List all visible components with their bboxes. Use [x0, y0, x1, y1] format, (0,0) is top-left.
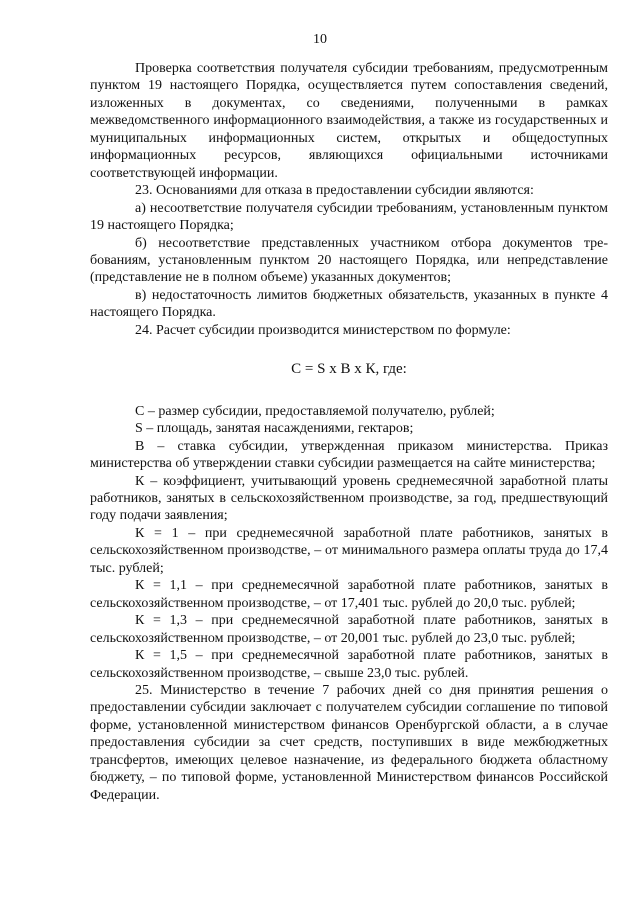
- paragraph-23-b: б) несоответствие представленных участником отбора документов требованиям, установленным пунктом 20 настоящего Порядка, или непредставление (представление не в полном объеме) указанных документов;: [90, 235, 608, 286]
- paragraph-verification: Проверка соответствия получателя субсидии требованиям, предусмотренным пунктом 19 настоящего Порядка, осуществляется путем сопоставления сведений, изложенных в документах, со сведениями, полученными в рамках межведомственного информационного взаимодействия, а также из государственных и муниципальных информационных систем, открытых и общедоступных информационных ресурсов, являющихся официальными источниками соответствующей информации.: [90, 61, 608, 181]
- paragraph-23-v: в) недостаточность лимитов бюджетных обязательств, указанных в пункте 4 настоящего Порядка.: [90, 287, 608, 321]
- coefficient-1: К = 1 – при среднемесячной заработной плате работников, занятых в сельскохозяйственном производстве, – от минимального размера оплаты труда до 17,4 тыс. рублей;: [90, 525, 608, 576]
- paragraph-25: 25. Министерство в течение 7 рабочих дней со дня принятия решения о предоставлении субсидии заключает с получателем субсидии соглашение по типовой форме, установленной министерством финансов Оренбургской области, а в случае предоставления субсидии за счет средств, поступивших в виде межбюджетных трансфертов, имеющих целевое назначение, из федерального бюджета областному бюджету, – по типовой форме, установленной Министерством финансов Российской Федерации.: [90, 682, 608, 803]
- coefficient-1-1: К = 1,1 – при среднемесячной заработной плате работников, занятых в сельскохозяйственном производстве, – от 17,401 тыс. рублей до 20,0 тыс. рублей;: [90, 578, 608, 611]
- paragraph-23-a: а) несоответствие получателя субсидии требованиям, установленным пунктом 19 настоящего Порядка;: [90, 200, 608, 234]
- definition-v: В – ставка субсидии, утвержденная приказом министерства. Приказ министерства об утверждении ставки субсидии размещается на сайте министерства;: [90, 438, 608, 472]
- definition-s: S – площадь, занятая насаждениями, гектаров;: [135, 421, 414, 437]
- subsidy-formula: С = S x В x К, где:: [291, 361, 407, 378]
- definition-c: С – размер субсидии, предоставляемой получателю, рублей;: [135, 403, 495, 419]
- coefficient-1-5: К = 1,5 – при среднемесячной заработной плате работников, занятых в сельскохозяйственном производстве, – свыше 23,0 тыс. рублей.: [90, 648, 608, 681]
- paragraph-24-heading: 24. Расчет субсидии производится министерством по формуле:: [135, 322, 511, 338]
- document-body: [90, 60, 608, 804]
- coefficient-1-3: К = 1,3 – при среднемесячной заработной плате работников, занятых в сельскохозяйственном производстве, – от 20,001 тыс. рублей до 23,0 тыс. рублей;: [90, 613, 608, 646]
- page-number: 10: [313, 32, 327, 47]
- definition-k: К – коэффициент, учитывающий уровень среднемесячной заработной платы работников, занятых в сельскохозяйственном производстве, за год, предшествующий году подачи заявления;: [90, 473, 608, 524]
- paragraph-23-heading: 23. Основаниями для отказа в предоставлении субсидии являются:: [135, 183, 534, 199]
